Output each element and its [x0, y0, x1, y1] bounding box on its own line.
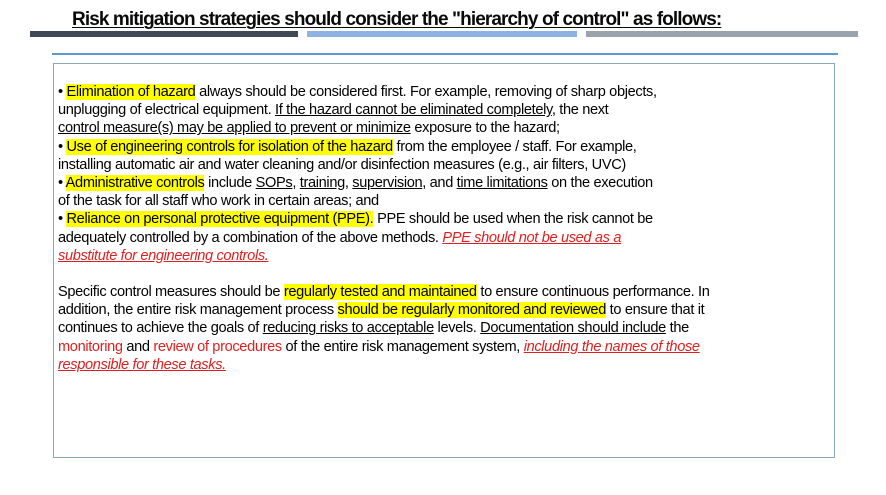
paragraph-2-line-2 — [58, 301, 828, 319]
paragraph-2-line-1 — [58, 283, 828, 301]
bullet-engineering-line-2: installing automatic air and water cleaning and/or disinfection measures (e.g., air filters, UVC) — [58, 156, 626, 173]
highlight-elimination: Elimination of hazard — [66, 84, 196, 100]
text-span: , — [292, 175, 300, 192]
paragraph-2-line-4 — [58, 338, 828, 356]
bullet-elimination-line-2 — [58, 101, 828, 119]
bullet-engineering-line-1 — [58, 138, 828, 156]
title-bar-blue — [307, 31, 577, 37]
text-span: , — [344, 175, 353, 192]
bullet-ppe-line-2 — [58, 229, 828, 247]
red-ppe-warning-cont: substitute for engineering controls. — [58, 247, 269, 264]
text-span: unplugging of electrical equipment. — [58, 102, 275, 119]
underline-time-limitations: time limitations — [456, 175, 548, 192]
red-ppe-warning: PPE should not be used as a — [442, 229, 622, 246]
title-bar-gray — [586, 31, 858, 37]
bullet-marker: • — [58, 138, 63, 155]
text-span: to ensure that it — [605, 302, 705, 319]
text-span: PPE should be used when the risk cannot be — [373, 211, 653, 228]
text-span: of the entire risk management system, — [281, 338, 524, 355]
text-span: always should be considered first. For example, removing of sharp objects, — [195, 84, 657, 100]
bullet-administrative-line-2: of the task for all staff who work in certain areas; and — [58, 193, 379, 210]
red-monitoring: monitoring — [58, 338, 123, 355]
header-rule — [52, 53, 838, 55]
text-span: on the execution — [547, 175, 653, 192]
underline-documentation: Documentation should include — [480, 320, 666, 337]
text-span: continues to achieve the goals of — [58, 320, 263, 337]
underline-control-measures: control measure(s) may be applied to prevent or minimize — [58, 120, 411, 137]
paragraph-gap — [58, 265, 828, 283]
highlight-engineering: Use of engineering controls for isolation of the hazard — [66, 138, 393, 155]
bullet-elimination-line-1 — [58, 83, 828, 101]
underline-supervision: supervision — [352, 175, 423, 192]
red-including-names: including the names of those — [523, 338, 700, 355]
text-span: addition, the entire risk management process — [58, 302, 338, 319]
text-span: the — [665, 320, 689, 337]
bullet-administrative-line-1 — [58, 174, 828, 192]
text-span: to ensure continuous performance. In — [476, 284, 710, 301]
bullet-marker: • — [58, 175, 63, 192]
bullet-marker: • — [58, 84, 63, 100]
bullet-ppe-line-3 — [58, 247, 828, 265]
title-bar-dark — [30, 31, 298, 37]
highlight-ppe: Reliance on personal protective equipment (PPE). — [66, 211, 374, 228]
text-span: exposure to the hazard; — [410, 120, 560, 137]
underline-reducing-risks: reducing risks to acceptable — [262, 320, 434, 337]
text-span: and — [122, 338, 154, 355]
slide-title: Risk mitigation strategies should consider the "hierarchy of control" as follows: — [72, 9, 722, 30]
highlight-tested-maintained: regularly tested and maintained — [283, 284, 477, 301]
underline-training: training — [299, 175, 345, 192]
red-review-procedures: review of procedures — [153, 338, 282, 355]
bullet-ppe-line-1 — [58, 210, 828, 228]
text-span: levels. — [433, 320, 481, 337]
underline-sops: SOPs — [255, 175, 293, 192]
bullet-elimination-line-3 — [58, 119, 828, 137]
red-responsible: responsible for these tasks. — [58, 356, 226, 373]
text-span: Specific control measures should be — [58, 284, 284, 301]
content-text — [58, 83, 828, 374]
paragraph-2-line-5 — [58, 356, 828, 374]
highlight-monitored-reviewed: should be regularly monitored and reviewed — [337, 302, 606, 319]
text-span: , and — [422, 175, 457, 192]
paragraph-2-line-3 — [58, 319, 828, 337]
bullet-marker: • — [58, 211, 63, 228]
text-span: from the employee / staff. For example, — [392, 138, 637, 155]
text-span: , the next — [551, 102, 609, 119]
underline-cannot-eliminate: If the hazard cannot be eliminated completely — [275, 102, 552, 119]
text-span: adequately controlled by a combination of the above methods. — [58, 229, 443, 246]
highlight-administrative: Administrative controls — [65, 175, 205, 192]
text-span: include — [204, 175, 256, 192]
